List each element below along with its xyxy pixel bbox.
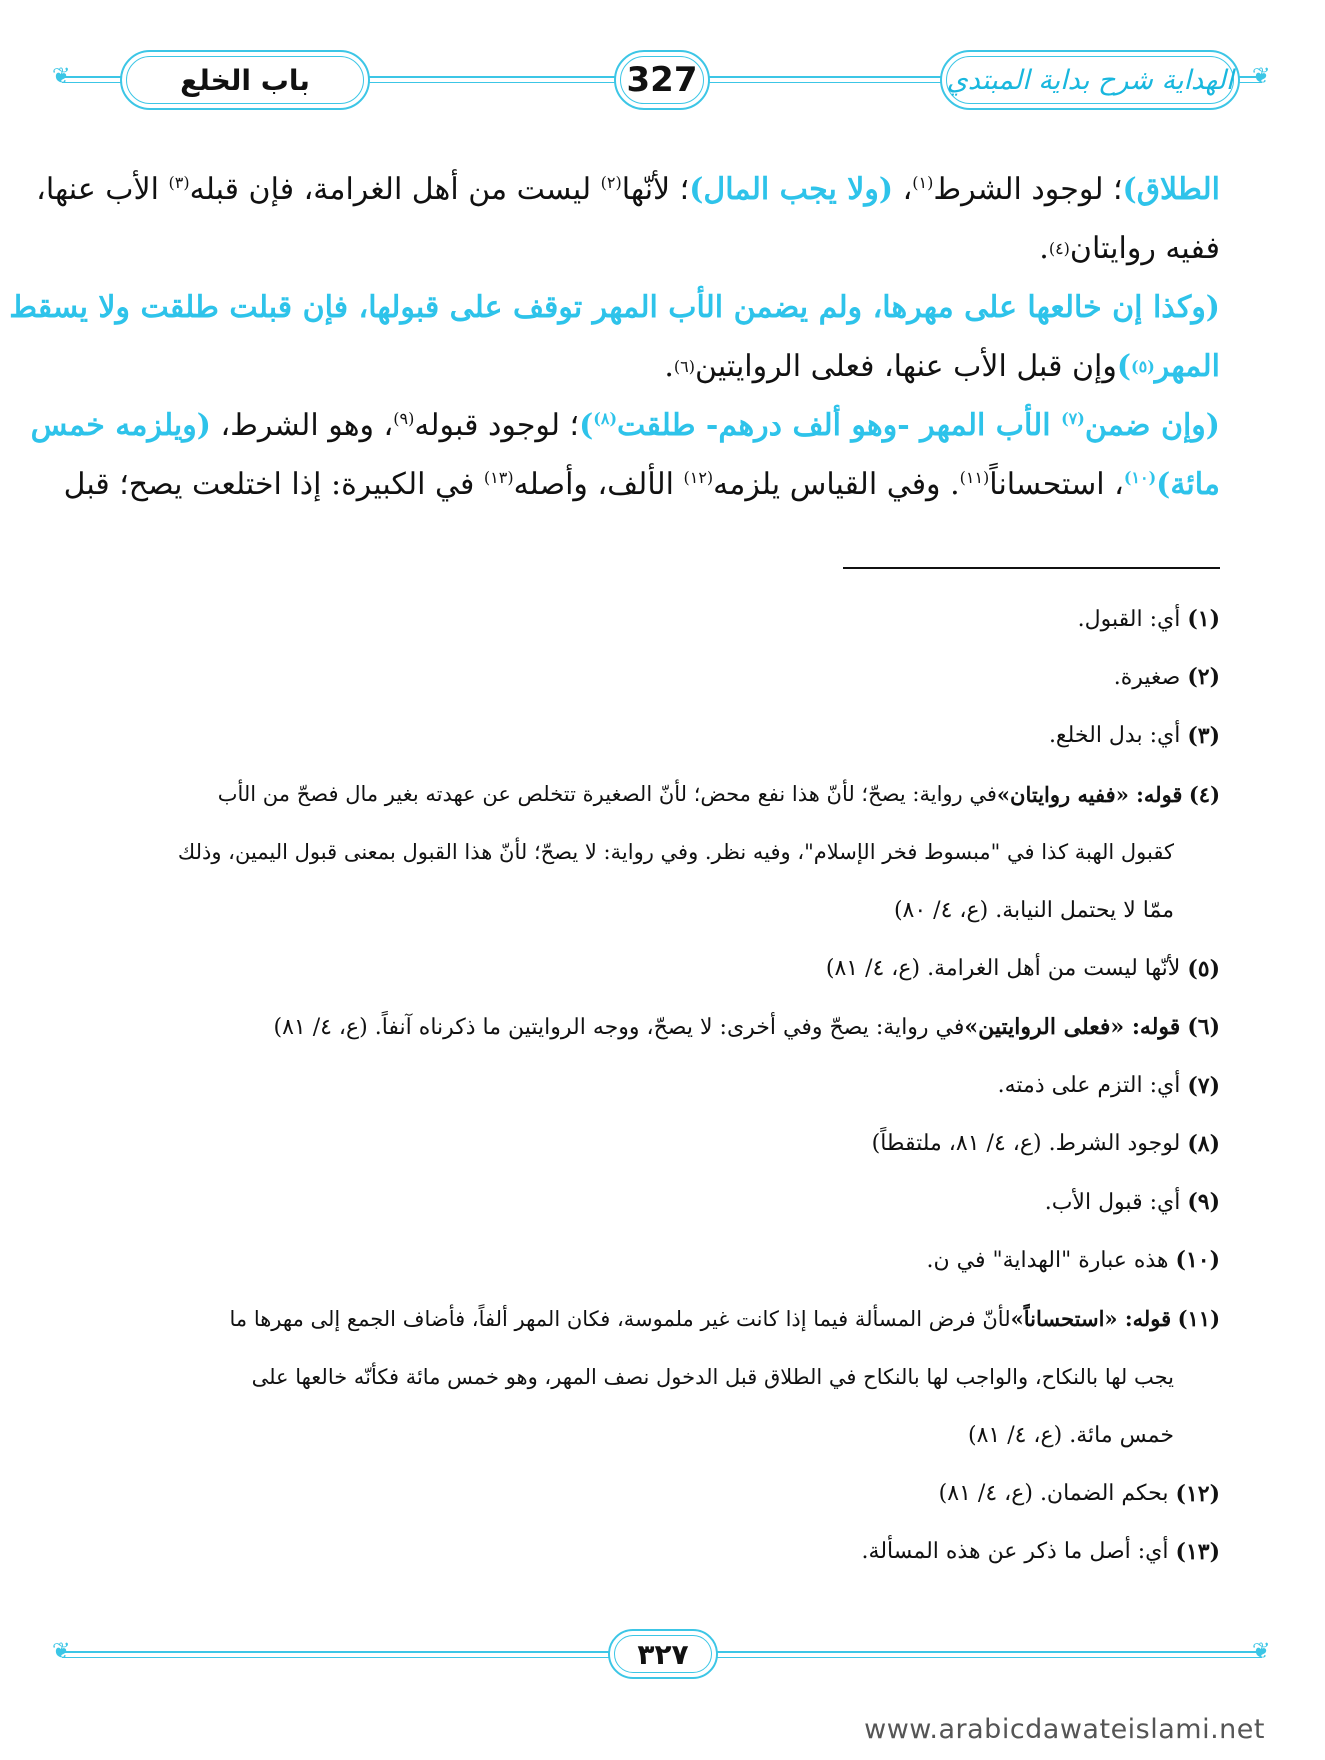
book-title: الهداية شرح بداية المبتدي — [946, 64, 1234, 96]
footnote-ref: (١) — [912, 172, 934, 192]
footnote: (١١) قوله: «استحساناً» لأنّ فرض المسألة فيما إذا كانت غير ملموسة، فكان المهر ألفاً، فأضاف الجمع إلى مهرها ما — [229, 1306, 1220, 1332]
ornament-icon: ❦ — [1252, 64, 1271, 89]
matn-text: (ولا يجب المال) — [689, 171, 894, 207]
footnote: (١) أي: القبول. — [1077, 606, 1220, 633]
ornament-icon: ❦ — [52, 1639, 71, 1664]
footnotes — [90, 590, 1220, 1581]
footnote-separator — [843, 567, 1220, 569]
sharh-text: ؛ لوجود قبوله — [414, 407, 580, 443]
sharh-text: ؛ لأنّها — [621, 171, 690, 207]
matn-text: (ويلزمه خمس — [30, 407, 211, 443]
footnote: (٨) لوجود الشرط. (ع، ٤/ ٨١، ملتقطاً) — [871, 1130, 1220, 1157]
footnote: (٧) أي: التزم على ذمته. — [997, 1072, 1220, 1099]
footnote-continuation: ممّا لا يحتمل النيابة. (ع، ٤/ ٨٠) — [893, 898, 1174, 924]
sharh-text: وإن قبل الأب عنها، فعلى الروايتين — [695, 348, 1117, 384]
page-number: 327 — [626, 60, 698, 100]
sharh-text: ؛ لوجود الشرط — [933, 171, 1123, 207]
book-title-frame — [940, 50, 1240, 110]
matn-text: ) — [579, 407, 594, 443]
footnote-ref: (١٣) — [483, 467, 514, 487]
footnote-ref: (٢) — [600, 172, 622, 192]
main-line — [63, 455, 1220, 514]
footnote: (١٢) بحكم الضمان. (ع، ٤/ ٨١) — [938, 1480, 1220, 1507]
matn-text: (وإن ضمن — [1084, 407, 1220, 443]
chapter-title: باب الخلع — [180, 63, 310, 97]
footer-page-number-frame — [608, 1629, 718, 1679]
footnote-continuation: خمس مائة. (ع، ٤/ ٨١) — [967, 1422, 1174, 1448]
sharh-text: . وفي القياس يلزمه — [713, 466, 960, 502]
footnote: (٣) أي: بدل الخلع. — [1048, 722, 1220, 749]
sharh-text: ، وهو الشرط، — [210, 407, 394, 443]
chapter-title-frame — [120, 50, 370, 110]
sharh-text: في الكبيرة: إذا اختلعت يصح؛ قبل — [63, 466, 484, 502]
footnote-ref: (٩) — [393, 408, 415, 428]
sharh-text: . — [664, 348, 674, 384]
footnote-ref: (٧) — [1061, 408, 1085, 428]
footnote: (٥) لأنّها ليست من أهل الغرامة. (ع، ٤/ ٨١) — [825, 955, 1220, 982]
main-line: المهر (٥) ) وإن قبل الأب عنها، فعلى الروايتين (٦) . — [664, 348, 1220, 384]
main-line — [36, 160, 1220, 219]
sharh-text: الألف، وأصله — [513, 466, 684, 502]
footnote: (١٣) أي: أصل ما ذكر عن هذه المسألة. — [861, 1538, 1220, 1565]
website-url: www.arabicdawateislami.net — [864, 1714, 1265, 1745]
main-line — [30, 396, 1220, 455]
main-line: ففيه روايتان (٤) . — [1039, 230, 1220, 266]
footnote: (٢) صغيرة. — [1113, 664, 1220, 691]
main-line — [9, 278, 1220, 337]
footnote: (٤) قوله: «ففيه روايتان» في رواية: يصحّ؛ لأنّ هذا نفع محض؛ لأنّ الصغيرة تتخلص عن عهدته بغير مال فصحّ من الأب — [217, 781, 1220, 807]
main-text — [9, 160, 1220, 514]
footnote-continuation: كقبول الهبة كذا في "مبسوط فخر الإسلام"، وفيه نظر. وفي رواية: لا يصحّ؛ لأنّ هذا القبول بمعنى قبول اليمين، وذلك — [177, 840, 1174, 865]
footnote-continuation: يجب لها بالنكاح، والواجب لها بالنكاح في الطلاق قبل الدخول نصف المهر، وهو خمس مائة فكأنّه خالعها على — [251, 1365, 1174, 1389]
sharh-text: ، — [893, 171, 913, 207]
footnote-ref: (٨) — [593, 408, 618, 428]
footnote-ref: (٣) — [168, 172, 190, 192]
sharh-text: ففيه روايتان — [1069, 230, 1220, 266]
sharh-text: ليست من أهل الغرامة، فإن قبله — [189, 171, 601, 207]
matn-text: مائة) — [1156, 466, 1220, 502]
footer-page-number: ٣٢٧ — [637, 1637, 689, 1671]
sharh-text: ، استحساناً — [989, 466, 1124, 502]
matn-text: الأب المهر -وهو ألف درهم- طلقت — [617, 407, 1062, 443]
sharh-text: الأب عنها، — [36, 171, 169, 207]
matn-text: المهر — [1154, 348, 1220, 384]
footnote-ref: (١٢) — [683, 467, 714, 487]
footnote: (٩) أي: قبول الأب. — [1044, 1189, 1220, 1216]
ornament-icon: ❦ — [52, 64, 71, 89]
matn-text: الطلاق) — [1122, 171, 1220, 207]
footnote: (١٠) هذه عبارة "الهداية" في ن. — [926, 1247, 1220, 1274]
sharh-text: . — [1039, 230, 1049, 266]
matn-text: ) — [1116, 348, 1132, 384]
page-number-frame — [614, 50, 710, 110]
footnote-ref: (١٠) — [1123, 467, 1157, 487]
footnote: (٦) قوله: «فعلى الروايتين» في رواية: يصحّ وفي أخرى: لا يصحّ، ووجه الروايتين ما ذكرناه آنفاً. (ع، ٤/ ٨١) — [273, 1014, 1220, 1041]
footnote-ref: (١١) — [959, 467, 990, 487]
matn-text: (وكذا إن خالعها على مهرها، ولم يضمن الأب المهر توقف على قبولها، فإن قبلت طلقت ولا يسقط — [9, 289, 1220, 325]
ornament-icon: ❦ — [1252, 1639, 1271, 1664]
